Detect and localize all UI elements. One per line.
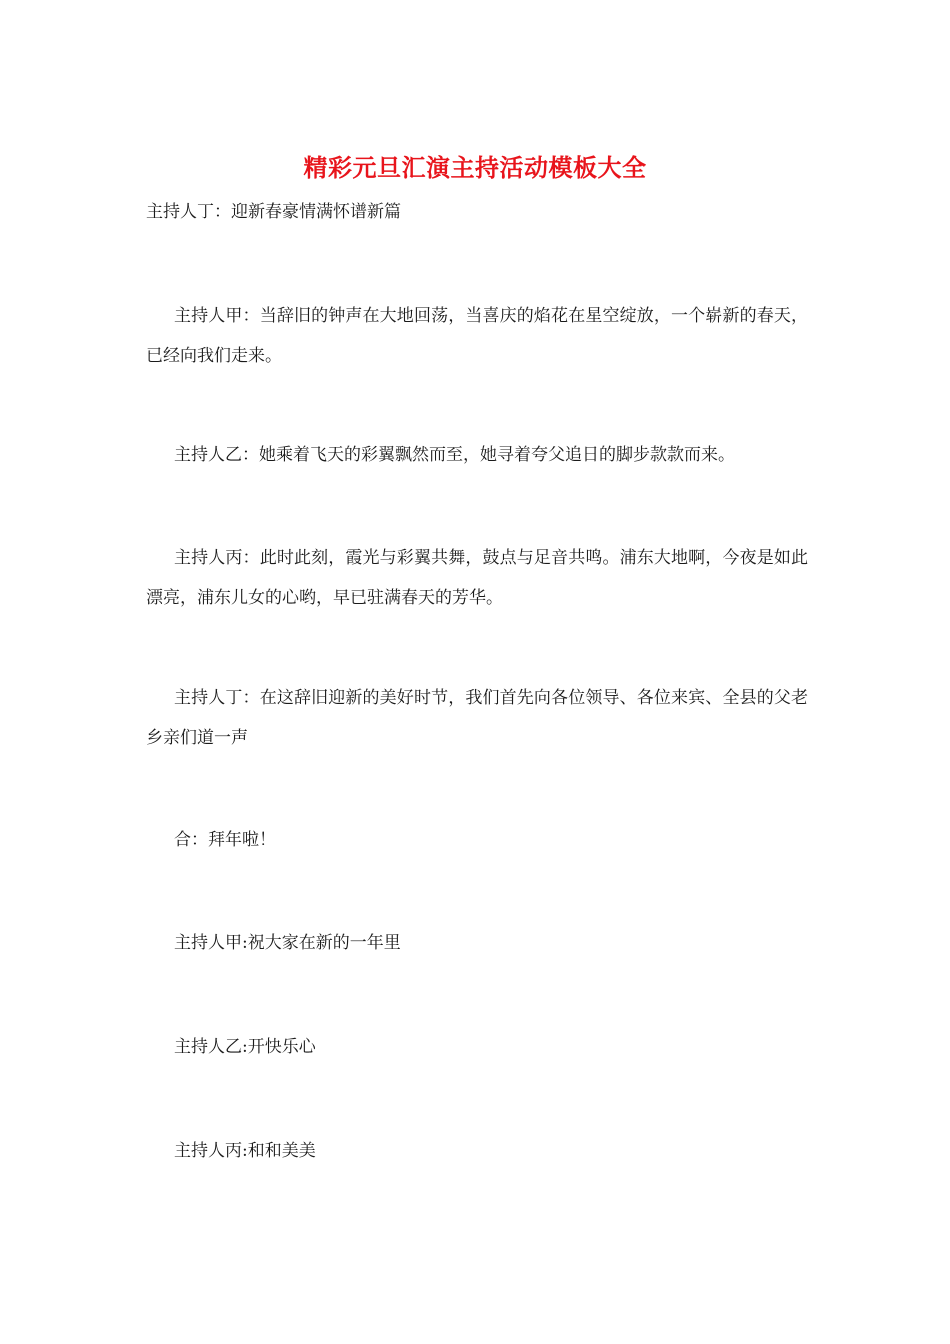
paragraph: 主持人乙:开快乐心 [174,1037,316,1057]
paragraph: 主持人甲：当辞旧的钟声在大地回荡，当喜庆的焰花在星空绽放，一个崭新的春天，已经向我们走来。 [146,306,808,366]
document-title: 精彩元旦汇演主持活动模板大全 [303,153,647,182]
paragraph: 主持人丙：此时此刻，霞光与彩翼共舞，鼓点与足音共鸣。浦东大地啊，今夜是如此漂亮，浦东儿女的心哟，早已驻满春天的芳华。 [146,548,808,608]
document-subtitle: 主持人丁：迎新春豪情满怀谱新篇 [146,202,401,222]
paragraph: 合：拜年啦！ [174,830,276,850]
paragraph: 主持人丁：在这辞旧迎新的美好时节，我们首先向各位领导、各位来宾、全县的父老乡亲们道一声 [146,688,808,748]
paragraph: 主持人丙:和和美美 [174,1141,316,1161]
paragraph: 主持人甲:祝大家在新的一年里 [174,933,401,953]
paragraph: 主持人乙：她乘着飞天的彩翼飘然而至，她寻着夸父追日的脚步款款而来。 [174,445,735,465]
